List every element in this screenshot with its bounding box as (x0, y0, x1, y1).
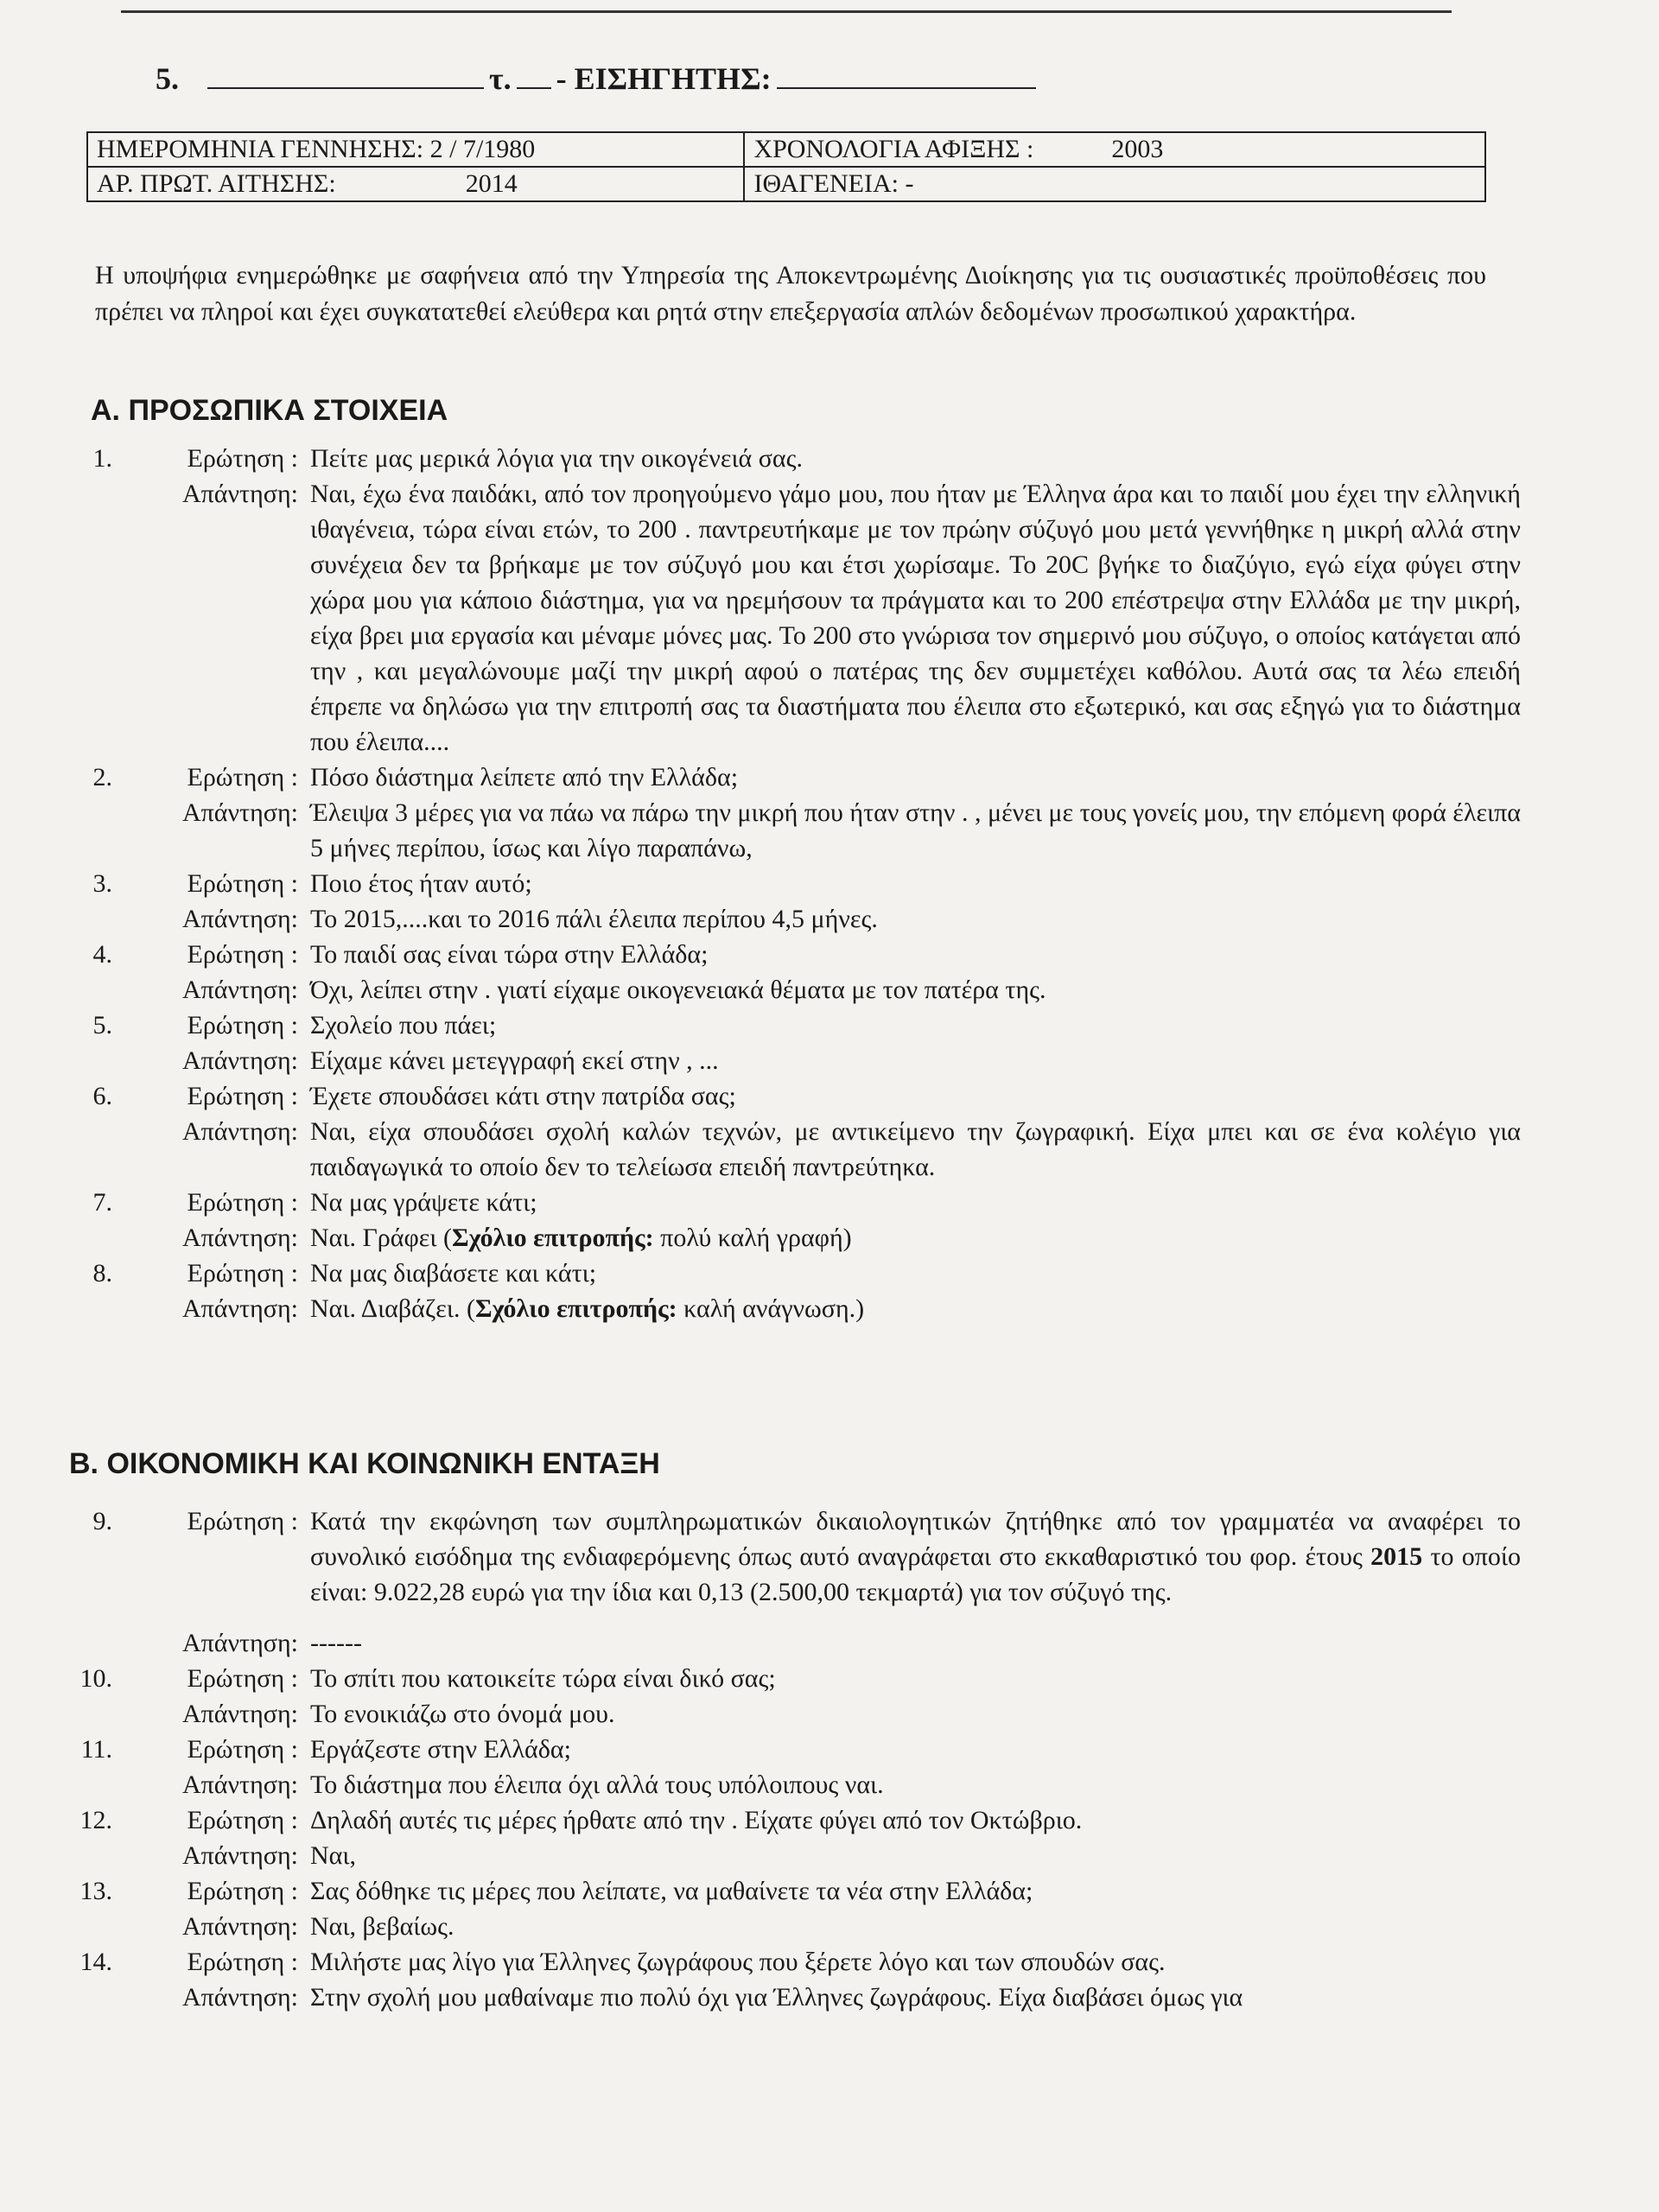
qa-answer-row (52, 1696, 1521, 1732)
answer-label: Απάντηση: (181, 976, 298, 1004)
arrival-cell (744, 132, 1485, 167)
question-text: Εργάζεστε στην Ελλάδα; (310, 1735, 571, 1764)
question-text: Ποιο έτος ήταν αυτό; (310, 869, 532, 898)
item-number: 8. (92, 1259, 112, 1287)
qa-question-row (52, 1078, 1521, 1114)
q9-text-post: το οποίο είναι: 9.022,28 ευρώ για την ίδια και 0,13 (2.500,00 τεκμαρτά) για τον σύζυγό της. (310, 1542, 1521, 1606)
item-number: 9. (92, 1507, 112, 1535)
question-text: Να μας διαβάσετε και κάτι; (310, 1259, 597, 1287)
question-label: Ερώτηση : (187, 763, 298, 791)
qa-answer-row (52, 1291, 1521, 1326)
qa-answer-row (52, 1838, 1521, 1873)
qa-question-row (52, 1873, 1521, 1909)
document-header (156, 60, 1036, 97)
answer-text: Στην σχολή μου μαθαίναμε πιο πολύ όχι για Έλληνες ζωγράφους. Είχα διαβάσει όμως για (310, 1983, 1243, 2012)
answer-text (310, 1220, 1521, 1255)
citizenship-label: ΙΘΑΓΕΝΕΙΑ: (753, 169, 899, 198)
answer-label: Απάντηση: (181, 798, 298, 827)
answer-text: Έλειψα 3 μέρες για να πάω να πάρω την μικρή που ήταν στην . , μένει με τους γονείς μου, την επόμενη φορά έλειπα 5 μήνες περίπου, ίσως και λίγο παραπάνω, (310, 798, 1521, 862)
answer-label: Απάντηση: (181, 905, 298, 933)
qa-question-row (52, 760, 1521, 795)
section-a-title: Α. ΠΡΟΣΩΠΙΚΑ ΣΤΟΙΧΕΙΑ (91, 394, 448, 427)
section-b-list (52, 1503, 1521, 2015)
answer-text-post: καλή ανάγνωση.) (677, 1294, 865, 1323)
qa-question-row (52, 866, 1521, 901)
header-blank-3 (777, 80, 1036, 89)
header-blank-2 (517, 80, 551, 89)
answer-label: Απάντηση: (181, 1841, 298, 1870)
answer-label: Απάντηση: (181, 1294, 298, 1323)
qa-question-row (52, 937, 1521, 972)
item-number: 14. (79, 1948, 112, 1976)
answer-text: Ναι, βεβαίως. (310, 1912, 454, 1941)
question-label: Ερώτηση : (187, 1948, 298, 1976)
question-text: Μιλήστε μας λίγο για Έλληνες ζωγράφους που ξέρετε λόγο και των σπουδών σας. (310, 1948, 1166, 1976)
item-number: 6. (92, 1082, 112, 1110)
question-label: Ερώτηση : (187, 1877, 298, 1905)
item-number: 1. (92, 444, 112, 473)
qa-question-row (52, 1503, 1521, 1610)
answer-label: Απάντηση: (181, 1912, 298, 1941)
birth-cell (87, 132, 744, 167)
question-text (310, 1503, 1521, 1610)
question-label: Ερώτηση : (187, 1507, 298, 1535)
question-label: Ερώτηση : (187, 1011, 298, 1039)
item-number: 3. (92, 869, 112, 898)
qa-answer-row (52, 1625, 1521, 1661)
header-eisigitis-label: - ΕΙΣΗΓΗΤΗΣ: (556, 61, 772, 96)
answer-label: Απάντηση: (181, 1700, 298, 1728)
item-number: 7. (92, 1188, 112, 1217)
item-number: 4. (92, 940, 112, 969)
question-text: Πείτε μας μερικά λόγια για την οικογένειά σας. (310, 444, 804, 473)
qa-question-row (52, 1732, 1521, 1767)
question-text: Πόσο διάστημα λείπετε από την Ελλάδα; (310, 763, 739, 791)
question-label: Ερώτηση : (187, 940, 298, 969)
committee-comment-label: Σχόλιο επιτροπής: (451, 1224, 654, 1252)
question-text: Το παιδί σας είναι τώρα στην Ελλάδα; (310, 940, 709, 969)
answer-label: Απάντηση: (181, 1224, 298, 1252)
qa-answer-row (52, 901, 1521, 937)
question-text: Το σπίτι που κατοικείτε τώρα είναι δικό σας; (310, 1664, 776, 1693)
qa-answer-row (52, 1767, 1521, 1802)
intro-paragraph: Η υποψήφια ενημερώθηκε με σαφήνεια από την Υπηρεσία της Αποκεντρωμένης Διοίκησης για τις ουσιαστικές προϋποθέσεις που πρέπει να πληροί και έχει συγκατατεθεί ελεύθερα και ρητά στην επεξεργασία απλών δεδομένων προσωπικού χαρακτήρα. (95, 261, 1486, 326)
q9-year: 2015 (1370, 1542, 1423, 1571)
section-b-title: Β. ΟΙΚΟΝΟΜΙΚΗ ΚΑΙ ΚΟΙΝΩΝΙΚΗ ΕΝΤΑΞΗ (69, 1447, 660, 1480)
answer-text: Ναι, έχω ένα παιδάκι, από τον προηγούμενο γάμο μου, που ήταν με Έλληνα άρα και το παιδί μου έχει την ελληνική ιθαγένεια, τώρα είναι ετών, το 200 . παντρευτήκαμε με τον πρώην σύζυγό μου μετά γεννήθηκε η μικρή αλλά στην συνέχεια δεν τα βρήκαμε με τον σύζυγό μου και έτσι χωρίσαμε. Το 20C βγήκε το διαζύγιο, εγώ είχα φύγει στην χώρα μου για κάποιο διάστημα, για να ηρεμήσουν τα πράγματα και το 200 επέστρεψα στην Ελλάδα με την μικρή, είχα βρει μια εργασία και μέναμε μόνες μας. Το 200 στο γνώρισα τον σημερινό μου σύζυγο, ο οποίος κατάγεται από την , και μεγαλώνουμε μαζί την μικρή αφού ο πατέρας της δεν συμμετέχει καθόλου. Αυτά σας τα λέω επειδή έπρεπε να δηλώσω για την επιτροπή σας τα διαστήματα που έλειπα στο εξωτερικό, και σας εξηγώ για το διάστημα που έλειπα.... (310, 480, 1521, 756)
info-row-1 (87, 132, 1485, 167)
qa-answer-row (52, 1909, 1521, 1944)
citizenship-value: - (905, 169, 914, 198)
qa-question-row (52, 1944, 1521, 1980)
question-text: Έχετε σπουδάσει κάτι στην πατρίδα σας; (310, 1082, 736, 1110)
answer-label: Απάντηση: (181, 1117, 298, 1146)
item-number: 2. (92, 763, 112, 791)
info-table (86, 131, 1486, 202)
question-label: Ερώτηση : (187, 869, 298, 898)
item-number: 12. (79, 1806, 112, 1834)
info-row-2 (87, 167, 1485, 201)
header-t-label: τ. (489, 61, 512, 96)
qa-answer-row (52, 1980, 1521, 2015)
section-a-list (52, 441, 1521, 1326)
qa-answer-row (52, 1220, 1521, 1255)
answer-text-pre: Ναι. Γράφει ( (310, 1224, 452, 1252)
question-label: Ερώτηση : (187, 1082, 298, 1110)
question-label: Ερώτηση : (187, 1188, 298, 1217)
qa-answer-row (52, 972, 1521, 1007)
item-number: 10. (79, 1664, 112, 1693)
question-label: Ερώτηση : (187, 1664, 298, 1693)
item-number: 11. (80, 1735, 112, 1764)
answer-label: Απάντηση: (181, 1629, 298, 1657)
protocol-value: 2014 (465, 169, 518, 198)
answer-text: Όχι, λείπει στην . γιατί είχαμε οικογενειακά θέματα με τον πατέρα της. (310, 976, 1046, 1004)
qa-question-row (52, 1185, 1521, 1220)
question-label: Ερώτηση : (187, 444, 298, 473)
arrival-value: 2003 (1111, 135, 1164, 163)
birth-label: ΗΜΕΡΟΜΗΝΙΑ ΓΕΝΝΗΣΗΣ: (97, 135, 424, 163)
item-number: 13. (79, 1877, 112, 1905)
birth-value: 2 / 7/1980 (429, 135, 536, 163)
answer-text-post: πολύ καλή γραφή) (653, 1224, 852, 1252)
qa-question-row (52, 1802, 1521, 1838)
header-blank-1 (207, 80, 484, 89)
header-number: 5. (156, 61, 179, 96)
question-text: Σχολείο που πάει; (310, 1011, 497, 1039)
answer-text: Το 2015,....και το 2016 πάλι έλειπα περίπου 4,5 μήνες. (310, 905, 878, 933)
qa-answer-row (52, 476, 1521, 760)
answer-text: Το ενοικιάζω στο όνομά μου. (310, 1700, 615, 1728)
qa-question-row (52, 1255, 1521, 1291)
question-label: Ερώτηση : (187, 1806, 298, 1834)
answer-label: Απάντηση: (181, 1983, 298, 2012)
answer-label: Απάντηση: (181, 1770, 298, 1799)
answer-text: Ναι, είχα σπουδάσει σχολή καλών τεχνών, με αντικείμενο την ζωγραφική. Είχα μπει και σε ένα κολέγιο για παιδαγωγικά το οποίο δεν το τελείωσα επειδή παντρεύτηκα. (310, 1117, 1521, 1181)
question-label: Ερώτηση : (187, 1735, 298, 1764)
answer-text: Το διάστημα που έλειπα όχι αλλά τους υπόλοιπους ναι. (310, 1770, 884, 1799)
qa-answer-row (52, 1114, 1521, 1185)
protocol-label: ΑΡ. ΠΡΩΤ. ΑΙΤΗΣΗΣ: (97, 169, 336, 198)
question-label: Ερώτηση : (187, 1259, 298, 1287)
answer-text (310, 1291, 1521, 1326)
qa-answer-row (52, 1043, 1521, 1078)
question-text: Σας δόθηκε τις μέρες που λείπατε, να μαθαίνετε τα νέα στην Ελλάδα; (310, 1877, 1033, 1905)
answer-text: ------ (310, 1629, 362, 1657)
protocol-cell (87, 167, 744, 201)
answer-text: Ναι, (310, 1841, 356, 1870)
qa-question-row (52, 1661, 1521, 1696)
answer-label: Απάντηση: (181, 480, 298, 508)
answer-text-pre: Ναι. Διαβάζει. ( (310, 1294, 475, 1323)
top-rule (121, 10, 1452, 13)
qa-answer-row (52, 795, 1521, 866)
question-text: Δηλαδή αυτές τις μέρες ήρθατε από την . Είχατε φύγει από τον Οκτώβριο. (310, 1806, 1083, 1834)
qa-question-row (52, 1007, 1521, 1043)
qa-question-row (52, 441, 1521, 476)
arrival-label: ΧΡΟΝΟΛΟΓΙΑ ΑΦΙΞΗΣ : (753, 135, 1034, 163)
committee-comment-label: Σχόλιο επιτροπής: (474, 1294, 677, 1323)
answer-text: Είχαμε κάνει μετεγγραφή εκεί στην , ... (310, 1046, 719, 1075)
question-text: Να μας γράψετε κάτι; (310, 1188, 537, 1217)
citizenship-cell (744, 167, 1485, 201)
q9-text-pre: Κατά την εκφώνηση των συμπληρωματικών δικαιολογητικών ζητήθηκε από τον γραμματέα να αναφέρει το συνολικό εισόδημα της ενδιαφερόμενης όπως αυτό αναγράφεται στο εκκαθαριστικό του φορ. έτους (310, 1507, 1521, 1571)
answer-label: Απάντηση: (181, 1046, 298, 1075)
item-number: 5. (92, 1011, 112, 1039)
